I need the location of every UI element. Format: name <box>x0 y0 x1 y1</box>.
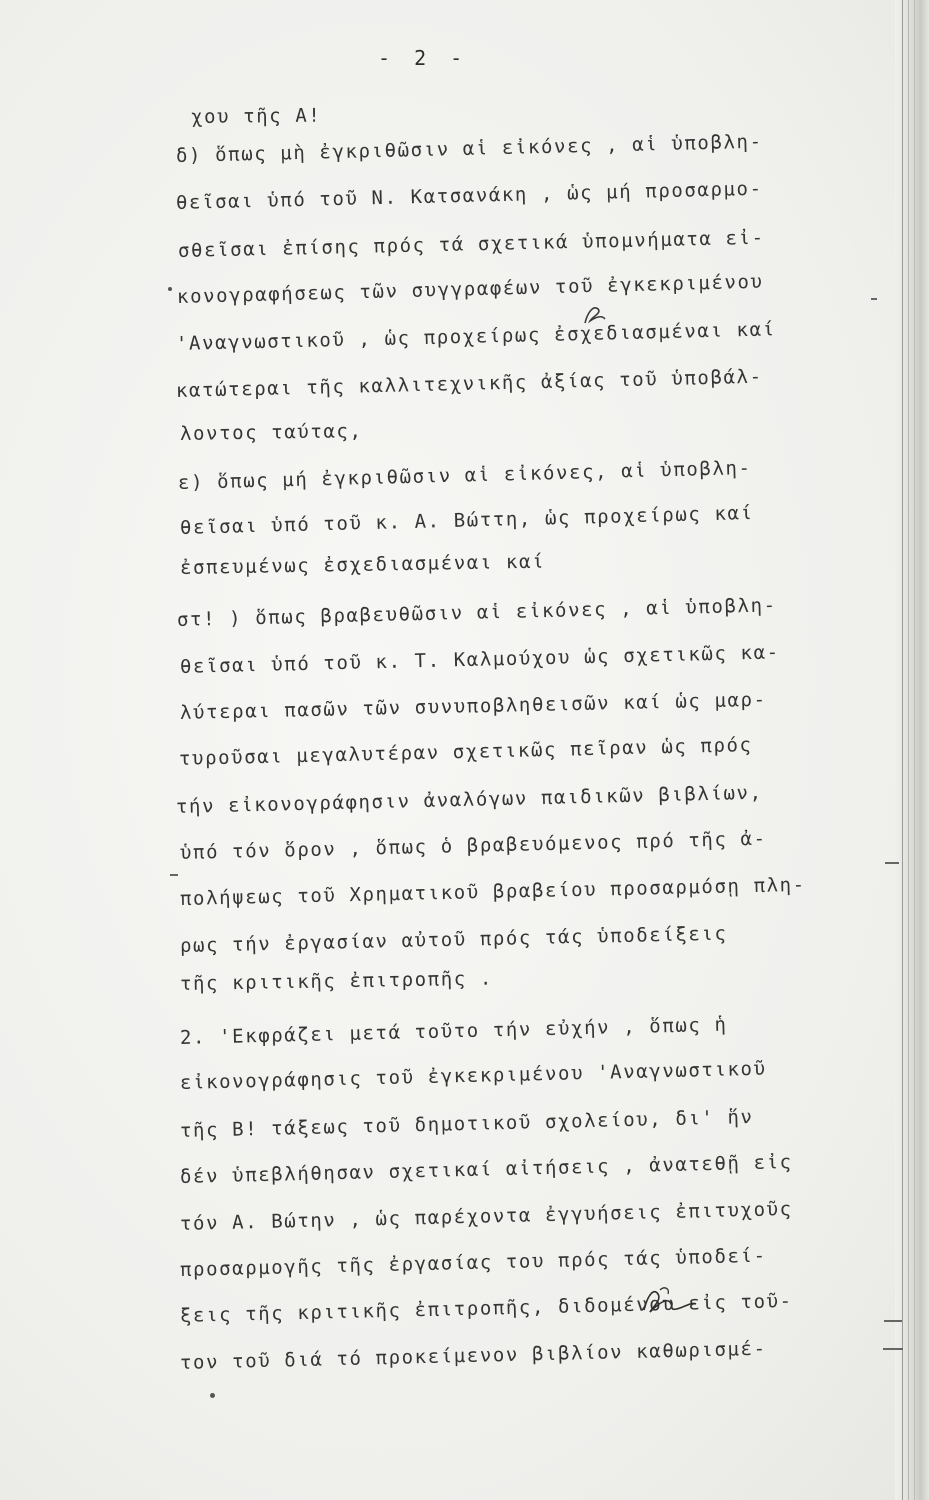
text-line: ρως τήν ἐργασίαν αὐτοῦ πρός τάς ὑποδείξεις <box>179 922 728 957</box>
binding-line <box>914 0 915 1500</box>
handwritten-signature <box>640 1284 698 1318</box>
margin-dash <box>884 1320 902 1322</box>
text-line: 'Αναγνωστικοῦ , ὡς προχείρως ἐσχεδιασμέναι καί <box>175 318 776 355</box>
binding-line <box>908 0 909 1500</box>
text-line: τόν Α. Βώτην , ὡς παρέχοντα ἐγγυήσεις ἐπιτυχοῦς <box>179 1198 793 1235</box>
text-line: τῆς Β! τάξεως τοῦ δημοτικοῦ σχολείου, δι' ἥν <box>179 1105 754 1142</box>
margin-dash <box>885 862 899 864</box>
text-line: τήν εἰκονογράφησιν ἀναλόγων παιδικῶν βιβλίων, <box>175 781 763 818</box>
text-line: τυροῦσαι μεγαλυτέραν σχετικῶς πεῖραν ὡς πρός <box>178 733 753 770</box>
text-line: ξεις τῆς κριτικῆς ἐπιτροπῆς, διδομένου εἰς τοῦ- <box>179 1290 793 1327</box>
text-line: δ) ὅπως μὴ ἐγκριθῶσιν αἱ εἰκόνες , αἱ ὑποβλη- <box>175 130 763 167</box>
text-line: τον τοῦ διά τό προκείμενον βιβλίον καθωρισμέ- <box>179 1337 767 1374</box>
text-line: προσαρμογῆς τῆς ἐργασίας του πρός τάς ὑποδεί- <box>179 1244 767 1281</box>
text-line: χου τῆς Α! <box>190 104 322 128</box>
margin-dash <box>871 298 877 300</box>
text-line: θεῖσαι ὑπό τοῦ Ν. Κατσανάκη , ὡς μή προσαρμο- <box>175 177 763 214</box>
text-line: δέν ὑπεβλήθησαν σχετικαί αἰτήσεις , ἀνατεθῇ εἰς <box>179 1151 793 1188</box>
binding-line <box>902 0 903 1500</box>
page-binding-edge <box>895 0 929 1500</box>
ink-dot <box>168 287 172 291</box>
text-line: λοντος ταύτας, <box>179 420 363 445</box>
text-line: εἰκονογράφησις τοῦ ἐγκεκριμένου 'Αναγνωστικοῦ <box>179 1057 767 1094</box>
text-line: πολήψεως τοῦ Χρηματικοῦ βραβείου προσαρμόσῃ πλη- <box>179 873 806 910</box>
handwritten-correction-mark <box>582 303 608 327</box>
text-line: 2. 'Εκφράζει μετά τοῦτο τήν εὐχήν , ὅπως ἡ <box>179 1013 728 1049</box>
margin-dash <box>883 1348 903 1350</box>
text-line: λύτεραι πασῶν τῶν συνυποβληθεισῶν καί ὡς μαρ- <box>179 688 767 724</box>
text-line: στ! ) ὅπως βραβευθῶσιν αἱ εἰκόνες , αἱ ὑποβλη- <box>176 594 777 631</box>
text-line: ε) ὅπως μή ἐγκριθῶσιν αἱ εἰκόνες, αἱ ὑποβλη- <box>177 456 752 494</box>
text-line: κατώτεραι τῆς καλλιτεχνικῆς ἀξίας τοῦ ὑποβάλ- <box>175 365 763 402</box>
page-number: - 2 - <box>378 46 469 70</box>
text-line: ἐσπευμένως ἐσχεδιασμέναι καί <box>179 550 546 579</box>
text-line: θεῖσαι ὑπό τοῦ κ. Τ. Καλμούχου ὡς σχετικῶς κα- <box>179 641 780 678</box>
text-line: θεῖσαι ὑπό τοῦ κ. Α. Βώττη, ὡς προχείρως καί <box>179 501 754 539</box>
text-line: σθεῖσαι ἐπίσης πρός τά σχετικά ὑπομνήματα εἰ- <box>177 226 765 262</box>
text-line: ὑπό τόν ὅρον , ὅπως ὁ βραβευόμενος πρό τῆς ἀ- <box>179 827 767 864</box>
margin-dash <box>170 874 178 876</box>
ink-dot <box>210 1393 215 1398</box>
text-line: τῆς κριτικῆς ἐπιτροπῆς . <box>179 967 494 995</box>
text-line: κονογραφήσεως τῶν συγγραφέων τοῦ ἐγκεκριμένου <box>176 270 764 308</box>
